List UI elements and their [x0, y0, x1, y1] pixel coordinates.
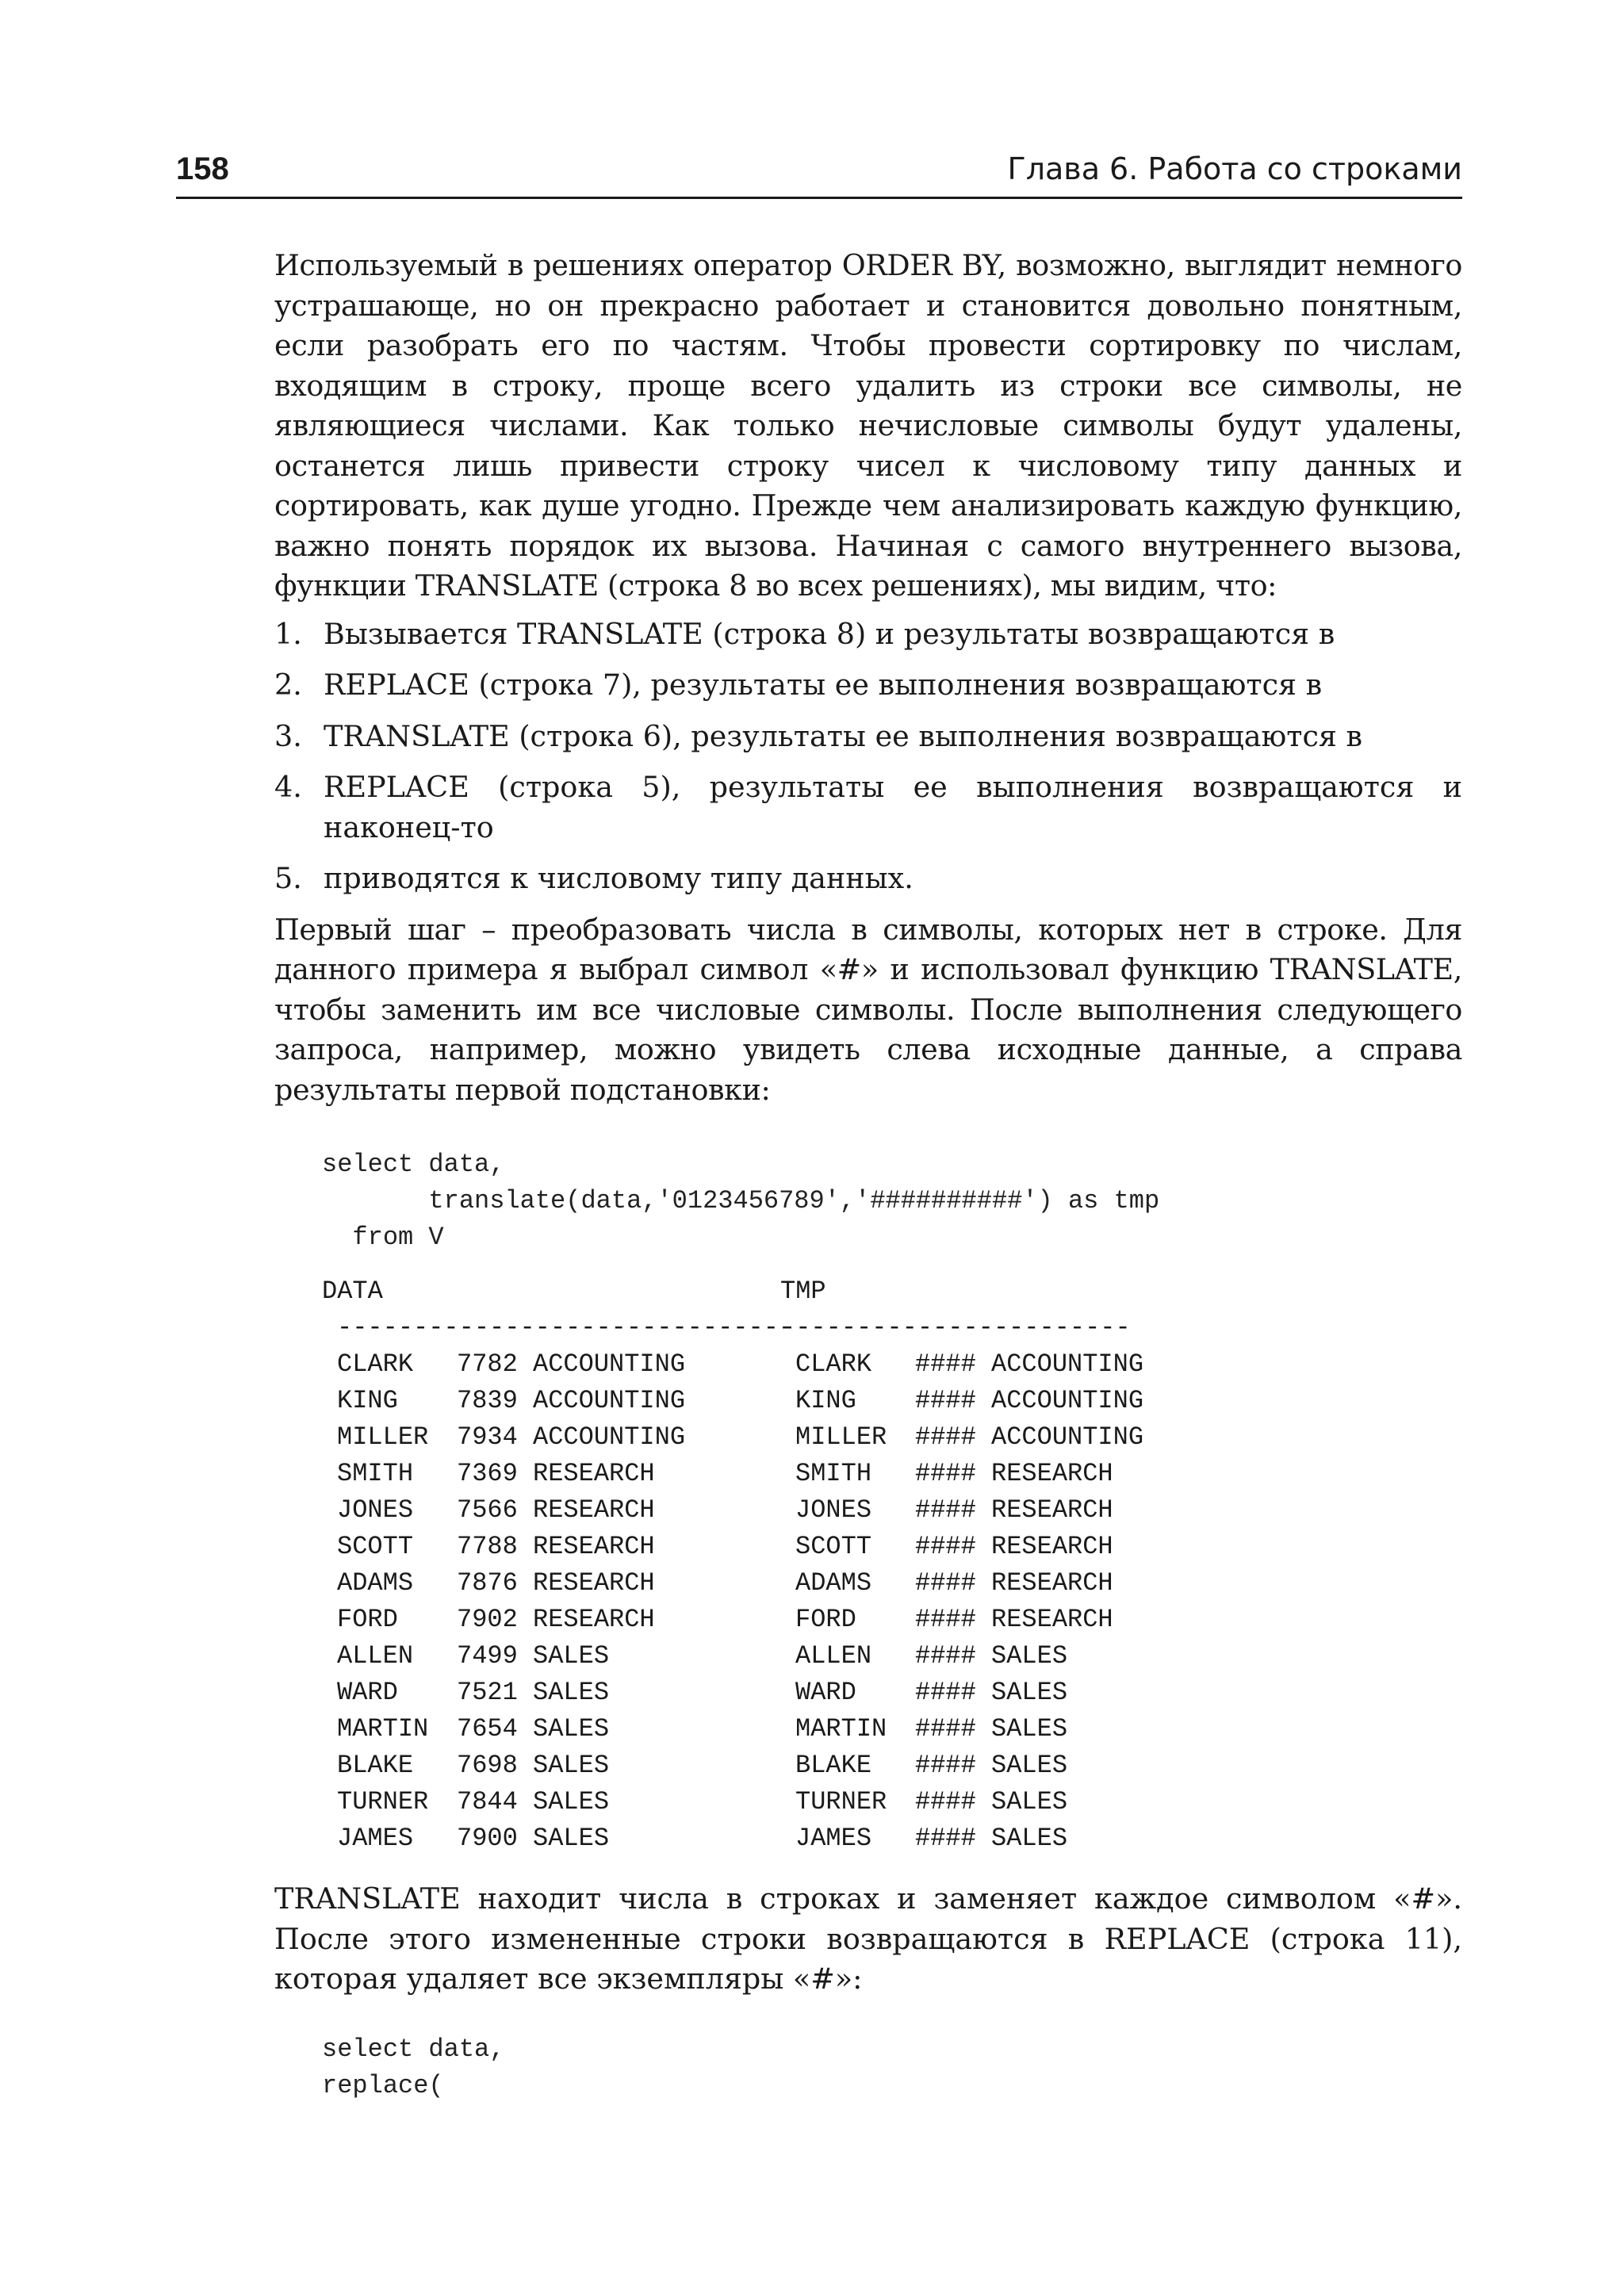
list-item: [274, 717, 1462, 757]
cell-number: 7902: [457, 1605, 518, 1634]
cell-tmp-department: RESEARCH: [991, 1532, 1113, 1561]
result-row: [322, 1748, 1462, 1784]
cell-tmp-mask: ####: [915, 1532, 976, 1561]
cell-tmp-department: SALES: [991, 1678, 1068, 1707]
paragraph-first-step: Первый шаг – преобразовать числа в символы, которых нет в строке. Для данного примера я выбрал символ «#» и использовал функцию TRANSLATE, чтобы заменить им все числовые символы. После выполнения следующего запроса, например, можно увидеть слева исходные данные, а справа результаты первой подстановки:: [274, 912, 1462, 1107]
result-rows: [322, 1346, 1462, 1857]
cell-tmp-name: JAMES: [795, 1824, 872, 1853]
cell-tmp-mask: ####: [915, 1568, 976, 1598]
cell-tmp-name: WARD: [795, 1678, 856, 1707]
cell-tmp-name: BLAKE: [795, 1751, 872, 1780]
cell-name: MARTIN: [337, 1714, 429, 1744]
cell-name: ALLEN: [337, 1641, 414, 1671]
cell-tmp-name: CLARK: [795, 1349, 872, 1379]
cell-tmp-department: RESEARCH: [991, 1459, 1113, 1488]
page-number: 158: [176, 151, 229, 186]
running-header: [176, 147, 1462, 190]
result-row: [322, 1346, 1462, 1383]
cell-department: SALES: [533, 1787, 610, 1816]
cell-tmp-department: SALES: [991, 1824, 1068, 1853]
list-text: REPLACE (строка 7), результаты ее выполнения возвращаются в: [324, 668, 1323, 702]
cell-number: 7698: [457, 1751, 518, 1780]
cell-tmp-name: KING: [795, 1386, 856, 1415]
cell-department: SALES: [533, 1824, 610, 1853]
cell-tmp-name: ADAMS: [795, 1568, 872, 1598]
list-number: 4.: [274, 770, 302, 804]
cell-tmp-mask: ####: [915, 1714, 976, 1744]
result-row: [322, 1419, 1462, 1456]
result-row: [322, 1638, 1462, 1675]
cell-tmp-mask: ####: [915, 1349, 976, 1379]
cell-tmp-mask: ####: [915, 1605, 976, 1634]
list-text: приводятся к числовому типу данных.: [324, 861, 914, 895]
cell-department: RESEARCH: [533, 1568, 655, 1598]
cell-name: TURNER: [337, 1787, 429, 1816]
column-header-data: DATA: [322, 1277, 383, 1306]
cell-tmp-mask: ####: [915, 1678, 976, 1707]
cell-department: SALES: [533, 1751, 610, 1780]
result-separator: [322, 1310, 1462, 1346]
list-number: 2.: [274, 668, 302, 702]
list-text: Вызывается TRANSLATE (строка 8) и результаты возвращаются в: [324, 616, 1335, 651]
cell-tmp-department: SALES: [991, 1751, 1068, 1780]
cell-tmp-name: TURNER: [795, 1787, 887, 1816]
sql-query-replace: select data, replace(: [322, 2034, 505, 2100]
list-item: [274, 768, 1462, 848]
cell-tmp-mask: ####: [915, 1824, 976, 1853]
result-row: [322, 1529, 1462, 1565]
result-header: [322, 1273, 1462, 1310]
cell-tmp-mask: ####: [915, 1495, 976, 1525]
cell-name: BLAKE: [337, 1751, 414, 1780]
cell-tmp-mask: ####: [915, 1787, 976, 1816]
cell-tmp-department: RESEARCH: [991, 1605, 1113, 1634]
cell-tmp-name: FORD: [795, 1605, 856, 1634]
result-row: [322, 1492, 1462, 1529]
cell-tmp-department: SALES: [991, 1714, 1068, 1744]
cell-tmp-department: RESEARCH: [991, 1495, 1113, 1525]
cell-department: ACCOUNTING: [533, 1386, 686, 1415]
cell-tmp-name: MILLER: [795, 1422, 887, 1452]
cell-number: 7566: [457, 1495, 518, 1525]
result-row: [322, 1711, 1462, 1748]
cell-tmp-name: SCOTT: [795, 1532, 872, 1561]
cell-number: 7782: [457, 1349, 518, 1379]
cell-name: SCOTT: [337, 1532, 414, 1561]
list-item: [274, 614, 1462, 655]
list-item: [274, 665, 1462, 706]
cell-tmp-department: SALES: [991, 1787, 1068, 1816]
cell-tmp-mask: ####: [915, 1422, 976, 1452]
cell-department: ACCOUNTING: [533, 1349, 686, 1379]
list-text: REPLACE (строка 5), результаты ее выполнения возвращаются и наконец-то: [324, 770, 1462, 844]
cell-department: SALES: [533, 1641, 610, 1671]
cell-tmp-mask: ####: [915, 1751, 976, 1780]
cell-tmp-mask: ####: [915, 1459, 976, 1488]
cell-number: 7369: [457, 1459, 518, 1488]
list-text: TRANSLATE (строка 6), результаты ее выполнения возвращаются в: [324, 718, 1363, 753]
cell-name: KING: [337, 1386, 398, 1415]
cell-name: CLARK: [337, 1349, 414, 1379]
sql-query-translate: select data, translate(data,'0123456789','##########') as tmp from V: [322, 1150, 1160, 1252]
cell-name: FORD: [337, 1605, 398, 1634]
cell-tmp-name: JONES: [795, 1495, 872, 1525]
cell-tmp-name: ALLEN: [795, 1641, 872, 1671]
list-number: 3.: [274, 718, 302, 753]
separator-data: ------------------------------: [337, 1313, 795, 1342]
cell-department: RESEARCH: [533, 1495, 655, 1525]
cell-number: 7654: [457, 1714, 518, 1744]
cell-name: JAMES: [337, 1824, 414, 1853]
cell-number: 7934: [457, 1422, 518, 1452]
cell-number: 7839: [457, 1386, 518, 1415]
cell-tmp-department: ACCOUNTING: [991, 1386, 1144, 1415]
cell-tmp-department: SALES: [991, 1641, 1068, 1671]
call-order-list: [274, 614, 1462, 899]
cell-department: SALES: [533, 1678, 610, 1707]
query-result: [322, 1273, 1462, 1857]
list-number: 1.: [274, 616, 302, 651]
result-row: [322, 1675, 1462, 1711]
cell-department: SALES: [533, 1714, 610, 1744]
column-header-tmp: TMP: [780, 1277, 826, 1306]
cell-department: ACCOUNTING: [533, 1422, 686, 1452]
page-body: [274, 246, 1462, 2104]
cell-tmp-mask: ####: [915, 1386, 976, 1415]
list-number: 5.: [274, 861, 302, 895]
cell-name: SMITH: [337, 1459, 414, 1488]
cell-department: RESEARCH: [533, 1459, 655, 1488]
cell-number: 7499: [457, 1641, 518, 1671]
paragraph-replace: TRANSLATE находит числа в строках и заменяет каждое символом «#». После этого измененные строки возвращаются в REPLACE (строка 11), которая удаляет все экземпляры «#»:: [274, 1881, 1462, 1996]
result-row: [322, 1820, 1462, 1857]
cell-number: 7788: [457, 1532, 518, 1561]
cell-department: RESEARCH: [533, 1605, 655, 1634]
cell-number: 7900: [457, 1824, 518, 1853]
cell-number: 7876: [457, 1568, 518, 1598]
result-row: [322, 1383, 1462, 1419]
result-row: [322, 1602, 1462, 1638]
cell-number: 7844: [457, 1787, 518, 1816]
cell-tmp-department: ACCOUNTING: [991, 1422, 1144, 1452]
cell-number: 7521: [457, 1678, 518, 1707]
cell-department: RESEARCH: [533, 1532, 655, 1561]
cell-name: MILLER: [337, 1422, 429, 1452]
result-row: [322, 1565, 1462, 1602]
result-row: [322, 1456, 1462, 1492]
cell-name: JONES: [337, 1495, 414, 1525]
header-rule: [176, 197, 1462, 199]
result-row: [322, 1784, 1462, 1820]
paragraph-intro: Используемый в решениях оператор ORDER BY, возможно, выглядит немного устрашающе, но он прекрасно работает и становится довольно понятным, если разобрать его по частям. Чтобы провести сортировку по числам, входящим в строку, проще всего удалить из строки все символы, не являющиеся числами. Как только нечисловые символы будут удалены, останется лишь привести строку чисел к числовому типу данных и сортировать, как душе угодно. Прежде чем анализировать каждую функцию, важно понять порядок их вызова. Начиная с самого внутреннего вызова, функции TRANSLATE (строка 8 во всех решениях), мы видим, что:: [274, 248, 1462, 603]
cell-tmp-mask: ####: [915, 1641, 976, 1671]
chapter-title: Глава 6. Работа со строками: [1007, 151, 1462, 186]
list-item: [274, 859, 1462, 899]
cell-tmp-department: ACCOUNTING: [991, 1349, 1144, 1379]
cell-tmp-department: RESEARCH: [991, 1568, 1113, 1598]
cell-tmp-name: MARTIN: [795, 1714, 887, 1744]
cell-name: WARD: [337, 1678, 398, 1707]
cell-name: ADAMS: [337, 1568, 414, 1598]
separator-tmp: -----------------------: [780, 1313, 1131, 1342]
cell-tmp-name: SMITH: [795, 1459, 872, 1488]
